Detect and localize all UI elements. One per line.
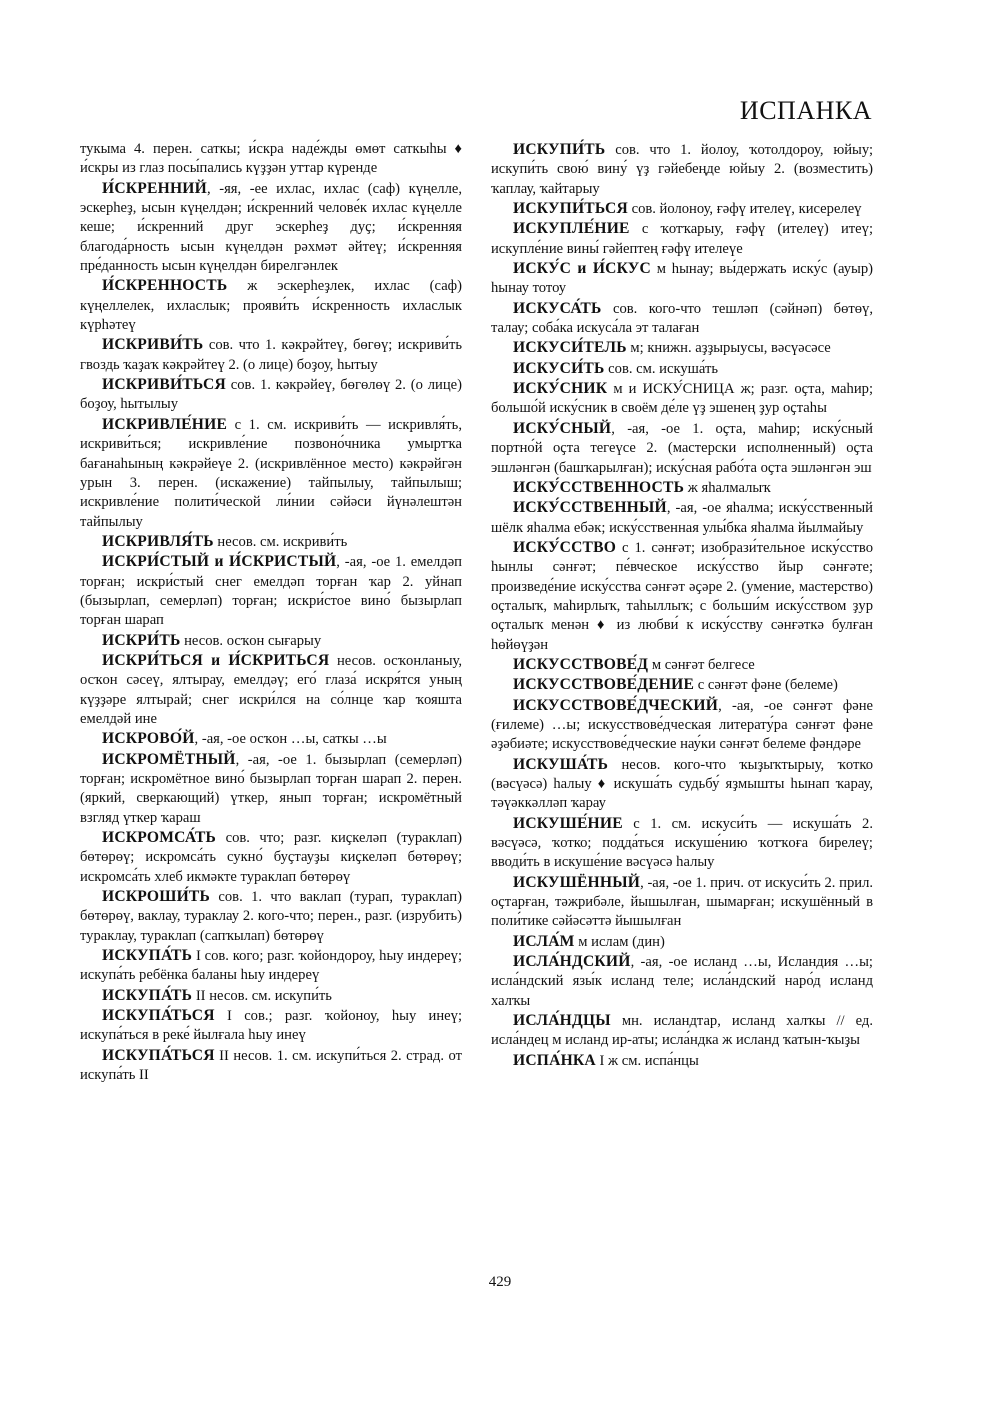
headword: ИСКРИ́ТЬ <box>102 631 181 649</box>
headword: ИСКРИ́ТЬСЯ и И́СКРИТЬСЯ <box>102 651 330 669</box>
dictionary-entry: ИСКРОШИ́ТЬ сов. 1. что ваклап (турап, тураклап) бөтөрөү, ваклау, тураклау 2. кого-что; перен., разг. (изрубить) тураклау, тураклап (сапҡылап) бөтөрөү <box>80 888 462 944</box>
headword: ИСКРОВО́Й <box>102 730 195 748</box>
page-number: 429 <box>488 1274 512 1290</box>
headword: ИСКРИВЛЕ́НИЕ <box>102 415 228 433</box>
headword: ИСПА́НКА <box>513 1051 596 1069</box>
headword: ИСКУПА́ТЬ <box>102 947 193 965</box>
headword: ИСЛА́НДЦЫ <box>513 1012 611 1030</box>
dictionary-entry: ИСКРИВЛЯ́ТЬ несов. см. искриви́ть <box>102 532 348 550</box>
dictionary-entry: ИСКУ́С и И́СКУС м һынау; вы́держать иску́с (ауыр) һынау тотоу <box>491 260 873 297</box>
dictionary-entry: ИСКРИВЛЕ́НИЕ с 1. см. искриви́ть — искривля́ть, искриви́ться; искривле́ние позвоно́чника умыртҡа бағанаһының кәкрәйеүе 2. (искривлённое место) кәкрәйгән урын 3. перен. (искажение) тайпылыу, тайпылыш; искривле́ние полити́ческой ли́нии сәйәси йүнәлештән тайпылыу <box>80 415 462 530</box>
headword: ИСКУСА́ТЬ <box>513 299 602 317</box>
left-column <box>80 140 462 1086</box>
dictionary-entry: ИСКУ́ССТВО с 1. сәнғәт; изобрази́тельное иску́сство һынлы сәнғәт; пе́вческое иску́сство йыр сәнғәте; произведе́ние иску́сства сәнғәт әҫәре 2. (умение, мастерство) оҫталыҡ, маһирлыҡ, таһыллыҡ; с больши́м иску́сством ҙур оҫталыҡ менән ♦ из любви́ к иску́сству сәнғәткә булған һөйөүҙән <box>491 538 873 653</box>
headword: ИСКУ́СНИК <box>513 380 608 398</box>
dictionary-entry: ИСКУПА́ТЬ II несов. см. искупи́ть <box>102 986 332 1004</box>
dictionary-entry: ИСКУПА́ТЬСЯ I сов.; разг. ҡойоноу, һыу инеү; искупа́ться в реке́ йылғала һыу инеү <box>80 1007 462 1044</box>
dictionary-entry: ИСКУСИ́ТЬ сов. см. искуша́ть <box>513 359 718 377</box>
headword: ИСКУССТВОВЕ́ДЕНИЕ <box>513 676 695 694</box>
headword: ИСКУ́СНЫЙ <box>513 419 612 437</box>
headword: ИСКУ́ССТВЕННЫЙ <box>513 499 667 517</box>
dictionary-entry: ИСКУПА́ТЬ I сов. кого; разг. ҡойондороу, һыу индереү; искупа́ть ребёнка баланы һыу индереү <box>80 947 462 984</box>
headword: ИСКРОШИ́ТЬ <box>102 888 211 906</box>
dictionary-entry: ИСКУССТВОВЕ́ДЕНИЕ с сәнғәт фәне (белеме) <box>513 676 838 694</box>
headword: ИСКУ́ССТВО <box>513 538 617 556</box>
dictionary-entry: ИСКРОМЁТНЫЙ, -ая, -ое 1. бызырлап (семерләп) торған; искромётное вино́ бызырлап торған шарап 2. перен. (яркий, сверкающий) үткер, янып торған; искромётный взгляд үткер ҡараш <box>80 750 462 826</box>
headword: ИСКУССТВОВЕ́Д <box>513 655 649 673</box>
headword: ИСКУСИ́ТЕЛЬ <box>513 339 627 357</box>
dictionary-entry: ИСКУШЕ́НИЕ с 1. см. искуси́ть — искуша́ть 2. вәсүәсә, ҡотко; подда́ться искуше́нию ҡотҡоға бирелеү; вводи́ть в искуше́ние вәсүәсә һалыу <box>491 814 873 871</box>
headword: ИСКУ́С и И́СКУС <box>513 260 651 278</box>
dictionary-entry: ИСПА́НКА I ж см. испа́нцы <box>513 1051 699 1069</box>
dictionary-entry: ИСКУПЛЕ́НИЕ с ҡотҡарыу, ғәфү (ителеү) итеү; искупле́ние вины́ гәйептең ғәфү ителеүе <box>491 220 873 257</box>
headword: ИСКУПИ́ТЬ <box>513 141 606 158</box>
headword: ИСКРИВИ́ТЬСЯ <box>102 376 226 394</box>
dictionary-entry: ИСКУПИ́ТЬ сов. что 1. йолоу, ҡотолдороу, юйыу; искупи́ть свою́ вину́ үҙ гәйебеңде юйыу 2. (возместить) ҡаплау, ҡайтарыу <box>491 141 873 197</box>
dictionary-entry: ИСКРИВИ́ТЬСЯ сов. 1. кәкрәйеү, бөгөлөү 2. (о лице) боҙоу, һытылыу <box>80 376 462 413</box>
dictionary-entry: ИСКУССТВОВЕ́ДЧЕСКИЙ, -ая, -ое сәнғәт фәне (ғилеме) …ы; искусствове́дческая литерату́ра сәнғәт фәне әҙәбиәте; искусствове́дческие нау́ки сәнғәт белеме фәндәре <box>491 696 873 753</box>
dictionary-entry: И́СКРЕННОСТЬ ж эскерһеҙлек, ихлас (саф) күңеллелек, ихласлык; прояви́ть и́скренность ихласлык күрһәтеү <box>80 277 462 334</box>
headword: ИСКУШЕ́НИЕ <box>513 814 623 832</box>
dictionary-entry: ИСЛА́М м ислам (дин) <box>513 932 665 950</box>
dictionary-entry: ИСЛА́НДСКИЙ, -ая, -ое исланд …ы, Исландия …ы; исла́ндский язы́к исланд теле; исла́ндский наро́д исланд халҡы <box>491 953 873 1009</box>
dictionary-entry: ИСКУШЁННЫЙ, -ая, -ое 1. прич. от искуси́ть 2. прил. оҫтарған, тәжрибәле, йышылған, шымарған; искушённый в поли́тике сәйәсәттә йышылған <box>491 873 873 930</box>
headword: И́СКРЕННОСТЬ <box>102 277 228 295</box>
dictionary-entry: ИСКУ́ССТВЕННОСТЬ ж яһалмалыҡ <box>513 478 771 496</box>
headword: ИСКУПА́ТЬ <box>102 986 193 1004</box>
headword: ИСКУПЛЕ́НИЕ <box>513 220 630 238</box>
headword: ИСЛА́НДСКИЙ <box>513 953 631 971</box>
headword: ИСКУССТВОВЕ́ДЧЕСКИЙ <box>513 696 719 714</box>
dictionary-entry: ИСКУША́ТЬ несов. кого-что ҡыҙыҡтырыу, ҡотко (вәсүәсә) һалыу ♦ искуша́ть судьбу́ яҙмышты һынап ҡарау, тәүәккәлләп ҡарау <box>491 755 873 812</box>
headword: ИСКУПА́ТЬСЯ <box>102 1046 215 1064</box>
dictionary-entry: ИСКУССТВОВЕ́Д м сәнғәт белгесе <box>513 655 755 673</box>
headword: ИСКУПИ́ТЬСЯ <box>513 200 628 218</box>
dictionary-entry: ИСКУ́СНИК м и ИСКУ́СНИЦА ж; разг. оҫта, маһир; большо́й иску́сник в своём де́ле үҙ эшенең ҙур оҫтаһы <box>491 380 873 417</box>
headword: ИСКУПА́ТЬСЯ <box>102 1007 215 1025</box>
headword: И́СКРЕННИЙ <box>102 179 207 197</box>
dictionary-entry: ИСКРОМСА́ТЬ сов. что; разг. киҫкеләп (тураклап) бөтөрөү; искромса́ть сукно́ буҫтауҙы киҫкеләп бөтөрөү; искромса́ть хлеб икмәкте тураклап бөтөрөү <box>80 829 462 885</box>
dictionary-entry: ИСКУСА́ТЬ сов. кого-что тешләп (сәйнәп) бөтөү, талау; соба́ка искуса́ла эт талаған <box>491 299 873 337</box>
dictionary-entry: ИСКРИ́СТЫЙ и И́СКРИСТЫЙ, -ая, -ое 1. емелдәп торған; искри́стый снег емелдәп торған ҡар 2. уйнап (бызырлап, семерләп) торған; искри́стое вино́ бызырлап торған шарап <box>80 553 462 629</box>
dictionary-entry: ИСЛА́НДЦЫ мн. исландтар, исланд халҡы // ед. исла́ндец м исланд ир-аты; исла́ндка ж исланд ҡатын-ҡыҙы <box>491 1012 873 1049</box>
headword: ИСКРОМЁТНЫЙ <box>102 750 236 768</box>
dictionary-entry: ИСКУПА́ТЬСЯ II несов. 1. см. искупи́ться 2. страд. от искупа́ть II <box>80 1046 462 1084</box>
running-head: ИСПАНКА <box>739 96 872 125</box>
dictionary-entry: ИСКУ́ССТВЕННЫЙ, -ая, -ое яһалма; иску́сственный шёлк яһалма ебәк; иску́сственная улы́бка яһалма йылмайыу <box>491 499 873 536</box>
dictionary-entry: ИСКРИВИ́ТЬ сов. что 1. кәкрәйтеү, бөгөү; искриви́ть гвоздь ҡаҙаҡ кәкрәйтеү 2. (о лице) боҙоу, һытыу <box>80 336 462 373</box>
dictionary-entry: ИСКРОВО́Й, -ая, -ое осҡон …ы, саткы …ы <box>102 730 387 748</box>
dictionary-entry: ИСКРИ́ТЬ несов. осҡон сығарыу <box>102 631 322 649</box>
headword: ИСКУ́ССТВЕННОСТЬ <box>513 478 685 496</box>
headword: ИСЛА́М <box>513 932 575 950</box>
headword: ИСКУСИ́ТЬ <box>513 359 605 377</box>
headword: ИСКУША́ТЬ <box>513 755 609 773</box>
dictionary-entry: тукыма 4. перен. саткы; и́скра наде́жды өмөт саткыһы ♦ и́скры из глаз посы́пались күҙҙән уттар күренде <box>80 141 462 177</box>
headword: ИСКРИ́СТЫЙ и И́СКРИСТЫЙ <box>102 553 337 571</box>
dictionary-entry: ИСКРИ́ТЬСЯ и И́СКРИТЬСЯ несов. осҡонланыу, осҡон сәсеү, ялтырау, емелдәү; его́ глаза́ искря́тся уның күҙҙәре ялтырай; снег искри́лся на со́лнце ҡар ҡояшта емелдәй ине <box>80 651 462 727</box>
dictionary-entry: ИСКУ́СНЫЙ, -ая, -ое 1. оҫта, маһир; иску́сный портно́й оҫта тегеүсе 2. (мастерски исполненный) оҫта эшләнгән (башҡарылған); иску́сная рабо́та оҫта эшләнгән эш <box>491 419 873 476</box>
dictionary-entry: И́СКРЕННИЙ, -яя, -ее ихлас, ихлас (саф) күңелле, эскерһеҙ, ысын күңелдән; и́скренний челове́к ихлас күңелле кеше; и́скренний друг эскерһеҙ дуҫ; и́скренняя благода́рность ысын күңелдән рәхмәт әйтеү; и́скренняя пре́данность ысын күңелдән бирелгәнлек <box>80 179 462 275</box>
headword: ИСКРОМСА́ТЬ <box>102 829 217 847</box>
headword: ИСКРИВЛЯ́ТЬ <box>102 532 214 550</box>
headword: ИСКРИВИ́ТЬ <box>102 336 204 354</box>
dictionary-entry: ИСКУПИ́ТЬСЯ сов. йолоноу, ғәфү ителеү, кисерелеү <box>513 200 862 218</box>
dictionary-entry: ИСКУСИ́ТЕЛЬ м; книжн. аҙҙырыусы, вәсүәсәсе <box>513 339 831 357</box>
right-column <box>491 140 873 1071</box>
headword: ИСКУШЁННЫЙ <box>513 873 641 891</box>
